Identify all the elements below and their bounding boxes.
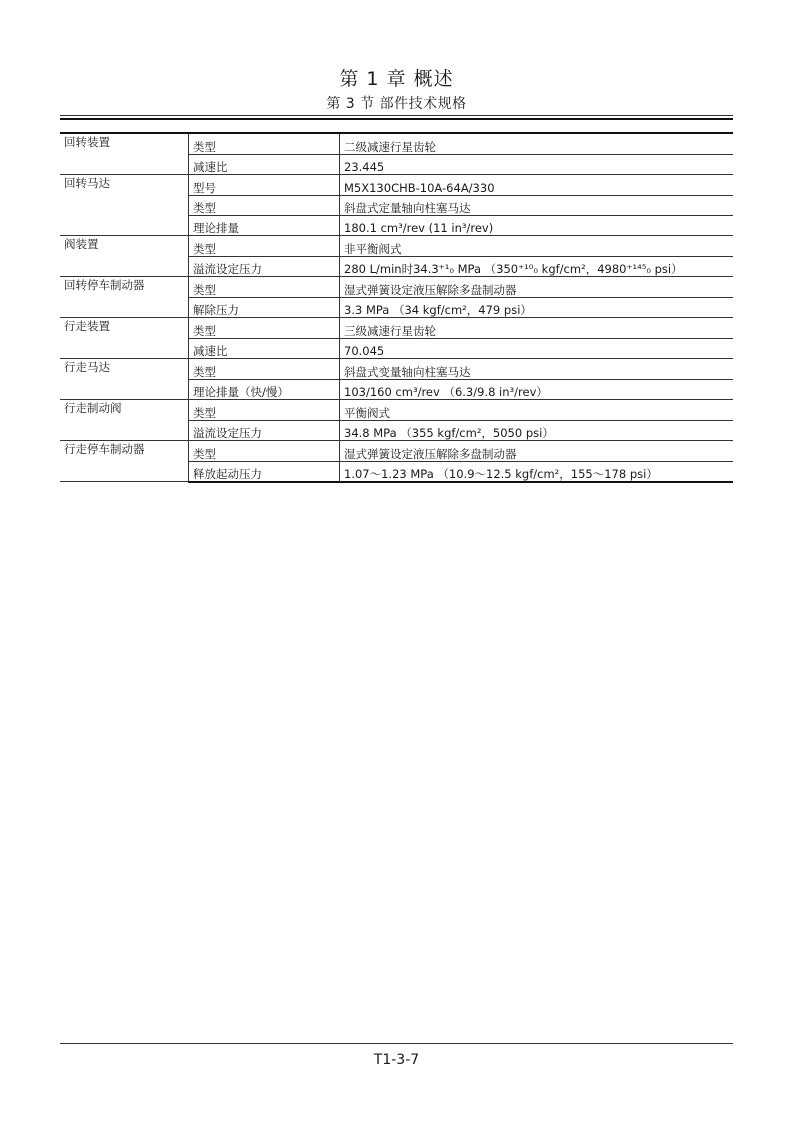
table-row xyxy=(60,236,733,257)
section-title: 第 3 节 部件技术规格 xyxy=(326,96,467,112)
item-cell: 溢流设定压力 xyxy=(189,420,340,441)
item-cell: 类型 xyxy=(189,400,340,421)
table-row xyxy=(60,133,733,154)
component-cell xyxy=(60,338,189,359)
value-cell: 1.07～1.23 MPa （10.9～12.5 kgf/cm²，155～178 psi） xyxy=(340,461,734,482)
value-cell: 二级减速行星齿轮 xyxy=(340,133,734,154)
component-cell: 回转装置 xyxy=(60,133,189,154)
value-cell: 斜盘式变量轴向柱塞马达 xyxy=(340,359,734,380)
item-cell: 类型 xyxy=(189,359,340,380)
value-cell: 70.045 xyxy=(340,338,734,359)
item-cell: 类型 xyxy=(189,133,340,154)
table-row xyxy=(60,420,733,441)
item-cell: 释放起动压力 xyxy=(189,461,340,482)
component-cell: 行走装置 xyxy=(60,318,189,339)
table-row xyxy=(60,359,733,380)
component-cell: 行走制动阀 xyxy=(60,400,189,421)
table-row xyxy=(60,379,733,400)
component-cell: 行走停车制动器 xyxy=(60,441,189,462)
table-row xyxy=(60,338,733,359)
value-cell: 湿式弹簧设定液压解除多盘制动器 xyxy=(340,441,734,462)
component-cell: 阀装置 xyxy=(60,236,189,257)
value-cell: 103/160 cm³/rev （6.3/9.8 in³/rev） xyxy=(340,379,734,400)
item-cell: 减速比 xyxy=(189,154,340,175)
table-row xyxy=(60,175,733,196)
page-number: T1-3-7 xyxy=(373,1052,420,1068)
value-cell: 三级减速行星齿轮 xyxy=(340,318,734,339)
component-cell xyxy=(60,461,189,482)
value-cell: 斜盘式定量轴向柱塞马达 xyxy=(340,195,734,215)
spec-table xyxy=(60,132,733,483)
value-cell: 180.1 cm³/rev (11 in³/rev) xyxy=(340,215,734,236)
item-cell: 理论排量 xyxy=(189,215,340,236)
component-cell: 回转马达 xyxy=(60,175,189,196)
table-row xyxy=(60,441,733,462)
item-cell: 减速比 xyxy=(189,338,340,359)
component-cell xyxy=(60,215,189,236)
item-cell: 类型 xyxy=(189,195,340,215)
table-row xyxy=(60,400,733,421)
value-cell: 平衡阀式 xyxy=(340,400,734,421)
item-cell: 型号 xyxy=(189,175,340,196)
value-cell: 34.8 MPa （355 kgf/cm²，5050 psi） xyxy=(340,420,734,441)
value-cell: 湿式弹簧设定液压解除多盘制动器 xyxy=(340,277,734,298)
table-row xyxy=(60,215,733,236)
component-cell xyxy=(60,420,189,441)
table-row xyxy=(60,195,733,215)
item-cell: 溢流设定压力 xyxy=(189,256,340,277)
component-cell xyxy=(60,256,189,277)
component-cell xyxy=(60,297,189,318)
component-cell xyxy=(60,379,189,400)
value-cell: 3.3 MPa （34 kgf/cm²，479 psi） xyxy=(340,297,734,318)
table-row xyxy=(60,154,733,175)
item-cell: 类型 xyxy=(189,236,340,257)
header-rule-thin xyxy=(60,115,733,116)
item-cell: 类型 xyxy=(189,441,340,462)
component-cell xyxy=(60,195,189,215)
value-cell: 非平衡阀式 xyxy=(340,236,734,257)
component-cell xyxy=(60,154,189,175)
item-cell: 解除压力 xyxy=(189,297,340,318)
footer-rule xyxy=(60,1043,733,1044)
spec-table-body xyxy=(60,133,733,482)
value-cell: 280 L/min时34.3⁺¹₀ MPa （350⁺¹⁰₀ kgf/cm²，4980⁺¹⁴⁵₀ psi） xyxy=(340,256,734,277)
table-row xyxy=(60,318,733,339)
table-row xyxy=(60,277,733,298)
item-cell: 理论排量（快/慢） xyxy=(189,379,340,400)
table-row xyxy=(60,461,733,482)
value-cell: 23.445 xyxy=(340,154,734,175)
component-cell: 回转停车制动器 xyxy=(60,277,189,298)
table-row xyxy=(60,297,733,318)
table-row xyxy=(60,256,733,277)
item-cell: 类型 xyxy=(189,277,340,298)
component-cell: 行走马达 xyxy=(60,359,189,380)
item-cell: 类型 xyxy=(189,318,340,339)
chapter-title: 第 1 章 概述 xyxy=(339,68,454,90)
value-cell: M5X130CHB-10A-64A/330 xyxy=(340,175,734,196)
header-rule-thick xyxy=(60,118,733,120)
